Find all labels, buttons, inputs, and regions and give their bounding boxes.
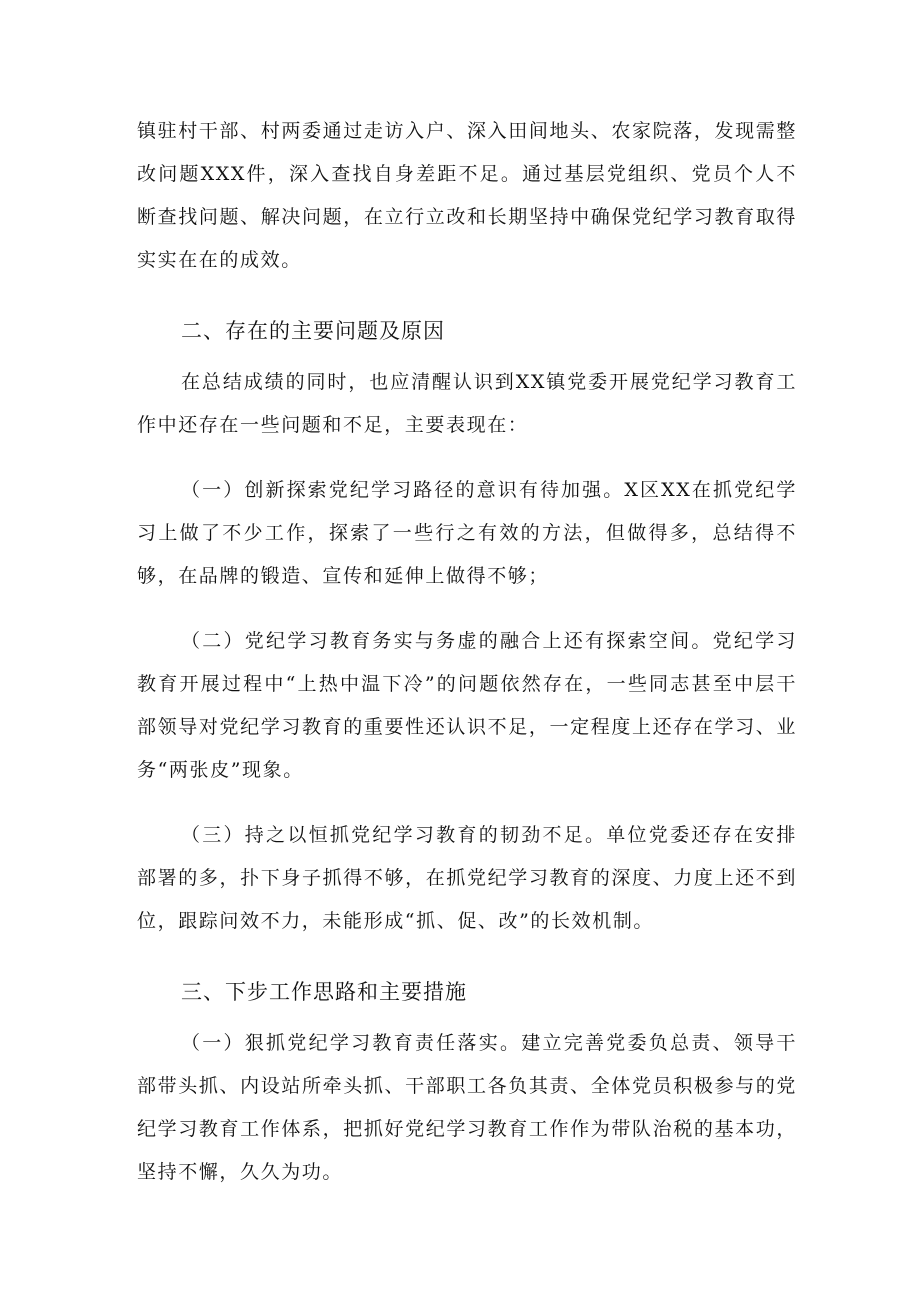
paragraph-2-intro: 在总结成绩的同时，也应清醒认识到XX镇党委开展党纪学习教育工作中还存在一些问题和不足，主要表现在： [137,371,797,436]
paragraph-3-1: （一）狠抓党纪学习教育责任落实。建立完善党委负总责、领导干部带头抓、内设站所牵头抓、干部职工各负其责、全体党员积极参与的党纪学习教育工作体系，把抓好党纪学习教育工作作为带队治税的基本功，坚持不懈，久久为功。 [137,1032,797,1183]
paragraph-2-3: （三）持之以恒抓党纪学习教育的韧劲不足。单位党委还存在安排部署的多，扑下身子抓得不够，在抓党纪学习教育的深度、力度上还不到位，跟踪问效不力，未能形成“抓、促、改”的长效机制。 [137,824,797,932]
section-heading-3: 三、下步工作思路和主要措施 [181,980,467,1004]
paragraph-2-2: （二）党纪学习教育务实与务虚的融合上还有探索空间。党纪学习教育开展过程中“上热中温下冷”的问题依然存在，一些同志甚至中层干部领导对党纪学习教育的重要性还认识不足，一定程度上还存在学习、业务“两张皮”现象。 [137,630,797,781]
document-body [137,110,797,1194]
paragraph-2-1: （一）创新探索党纪学习路径的意识有待加强。X区XX在抓党纪学习上做了不少工作，探索了一些行之有效的方法，但做得多，总结得不够，在品牌的锻造、宣传和延伸上做得不够； [137,479,797,587]
paragraph-intro-tail: 镇驻村干部、村两委通过走访入户、深入田间地头、农家院落，发现需整改问题XXX件，深入查找自身差距不足。通过基层党组织、党员个人不断查找问题、解决问题，在立行立改和长期坚持中确保党纪学习教育取得实实在在的成效。 [137,120,797,271]
section-heading-2: 二、存在的主要问题及原因 [181,319,445,343]
